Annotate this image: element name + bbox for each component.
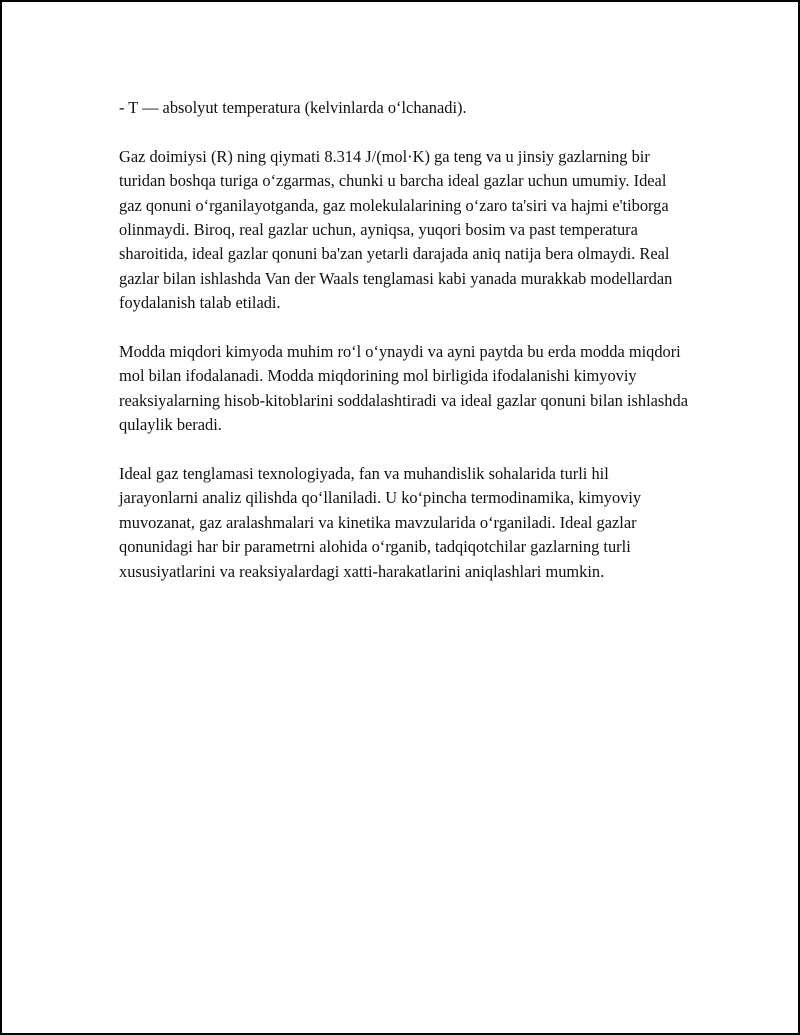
paragraph-amount-of-substance: Modda miqdori kimyoda muhim ro‘l o‘ynaydi va ayni paytda bu erda modda miqdori mol bilan ifodalanadi. Modda miqdorining mol birligida ifodalanishi kimyoviy reaksiyalarning hisob-kitoblarini soddalashtiradi va ideal gazlar qonuni bilan ishlashda qulaylik beradi. [119, 342, 688, 435]
paragraph-applications: Ideal gaz tenglamasi texnologiyada, fan va muhandislik sohalarida turli hil jarayonlarni analiz qilishda qo‘llaniladi. U ko‘pincha termodinamika, kimyoviy muvozanat, gaz aralashmalari va kinetika mavzularida o‘rganiladi. Ideal gazlar qonunidagi har bir parametrni alohida o‘rganib, tadqiqotchilar gazlarning turli xususiyatlarini va reaksiyalardagi xatti-harakatlarini aniqlashlari mumkin. [119, 464, 642, 581]
paragraph-gas-constant: Gaz doimiysi (R) ning qiymati 8.314 J/(mol·K) ga teng va u jinsiy gazlarning bir turidan boshqa turiga o‘zgarmas, chunki u barcha ideal gazlar uchun umumiy. Ideal gaz qonuni o‘rganilayotganda, gaz molekulalarining o‘zaro ta'siri va hajmi e'tiborga olinmaydi. Biroq, real gazlar uchun, ayniqsa, yuqori bosim va past temperatura sharoitida, ideal gazlar qonuni ba'zan yetarli darajada aniq natija bera olmaydi. Real gazlar bilan ishlashda Van der Waals tenglamasi kabi yanada murakkab modellardan foydalanish talab etiladi. [119, 146, 673, 313]
document-body [119, 96, 689, 608]
paragraph-temperature-definition: - T — absolyut temperatura (kelvinlarda o‘lchanadi). [119, 98, 467, 117]
